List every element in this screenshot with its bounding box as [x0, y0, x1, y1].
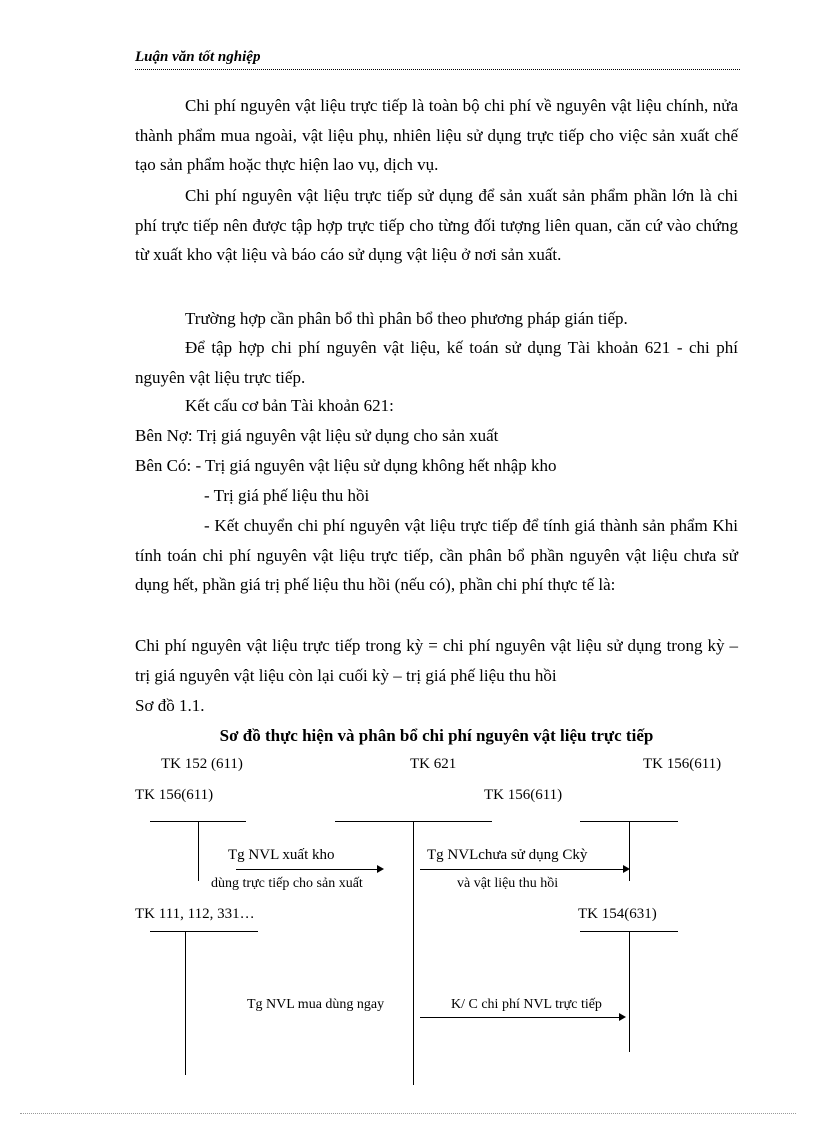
account-label-tk111: TK 111, 112, 331…: [135, 906, 255, 922]
paragraph-credit-3: - Kết chuyển chi phí nguyên vật liệu trực tiếp để tính giá thành sản phẩm Khi tính toán chi phí nguyên vật liệu trực tiếp, cần phân bổ phần nguyên vật liệu chưa sử dụng hết, phần giá trị phế liệu thu hồi (nếu có), phần chi phí thực tế là:: [135, 516, 738, 594]
paragraph-3: Trường hợp cần phân bổ thì phân bổ theo phương pháp gián tiếp.: [185, 309, 628, 328]
flow-label-purchase: Tg NVL mua dùng ngay: [247, 997, 385, 1012]
paragraph-credit: Bên Có: - Trị giá nguyên vật liệu sử dụng không hết nhập kho: [135, 456, 557, 475]
arrow-unused: [420, 869, 628, 870]
paragraph-credit-2: - Trị giá phế liệu thu hồi: [204, 486, 370, 505]
flow-label-unused: Tg NVLchưa sử dụng Ckỳ: [427, 847, 588, 863]
paragraph-5: Kết cấu cơ bản Tài khoản 621:: [185, 396, 394, 415]
account-label-tk156-mid: TK 156(611): [484, 787, 563, 803]
t-account-stem-left: [198, 821, 199, 881]
flow-label-issue: Tg NVL xuất kho: [228, 847, 335, 863]
diagram-title: Sơ đồ thực hiện và phân bổ chi phí nguyên vật liệu trực tiếp: [219, 726, 654, 745]
paragraph-4: Để tập hợp chi phí nguyên vật liệu, kế toán sử dụng Tài khoản 621 - chi phí nguyên vật liệu trực tiếp.: [135, 338, 738, 387]
header-divider: [135, 69, 740, 70]
t-account-stem-center: [413, 821, 414, 1085]
arrow-issue: [236, 869, 382, 870]
account-label-tk154: TK 154(631): [578, 906, 657, 922]
flow-label-transfer: K/ C chi phí NVL trực tiếp: [451, 997, 602, 1012]
footer-divider: [20, 1113, 796, 1114]
arrow-transfer: [420, 1017, 624, 1018]
t-account-stem-bottom-left: [185, 931, 186, 1075]
t-account-bottom-left: [150, 931, 258, 932]
document-header: Luận văn tốt nghiệp: [135, 49, 261, 65]
flow-label-issue-2: dùng trực tiếp cho sản xuất: [211, 876, 363, 891]
account-label-tk621: TK 621: [410, 756, 457, 772]
paragraph-formula: Chi phí nguyên vật liệu trực tiếp trong kỳ = chi phí nguyên vật liệu sử dụng trong kỳ – trị giá nguyên vật liệu còn lại cuối kỳ – trị giá phế liệu thu hồi: [135, 636, 738, 685]
t-account-stem-bottom-right: [629, 931, 630, 1052]
account-label-tk152: TK 152 (611): [161, 756, 243, 772]
paragraph-1: Chi phí nguyên vật liệu trực tiếp là toàn bộ chi phí về nguyên vật liệu chính, nửa thành phẩm mua ngoài, vật liệu phụ, nhiên liệu sử dụng trực tiếp cho việc sản xuất chế tạo sản phẩm hoặc thực hiện lao vụ, dịch vụ.: [135, 96, 738, 174]
account-label-tk156-top: TK 156(611): [643, 756, 722, 772]
account-label-tk156-left: TK 156(611): [135, 787, 214, 803]
paragraph-2: Chi phí nguyên vật liệu trực tiếp sử dụng để sản xuất sản phẩm phần lớn là chi phí trực tiếp nên được tập hợp trực tiếp cho từng đối tượng liên quan, căn cứ vào chứng từ xuất kho vật liệu và báo cáo sử dụng vật liệu ở nơi sản xuất.: [135, 186, 738, 264]
flow-label-unused-2: và vật liệu thu hồi: [457, 876, 559, 891]
paragraph-debit: Bên Nợ: Trị giá nguyên vật liệu sử dụng cho sản xuất: [135, 426, 499, 445]
diagram-caption: Sơ đồ 1.1.: [135, 696, 205, 715]
